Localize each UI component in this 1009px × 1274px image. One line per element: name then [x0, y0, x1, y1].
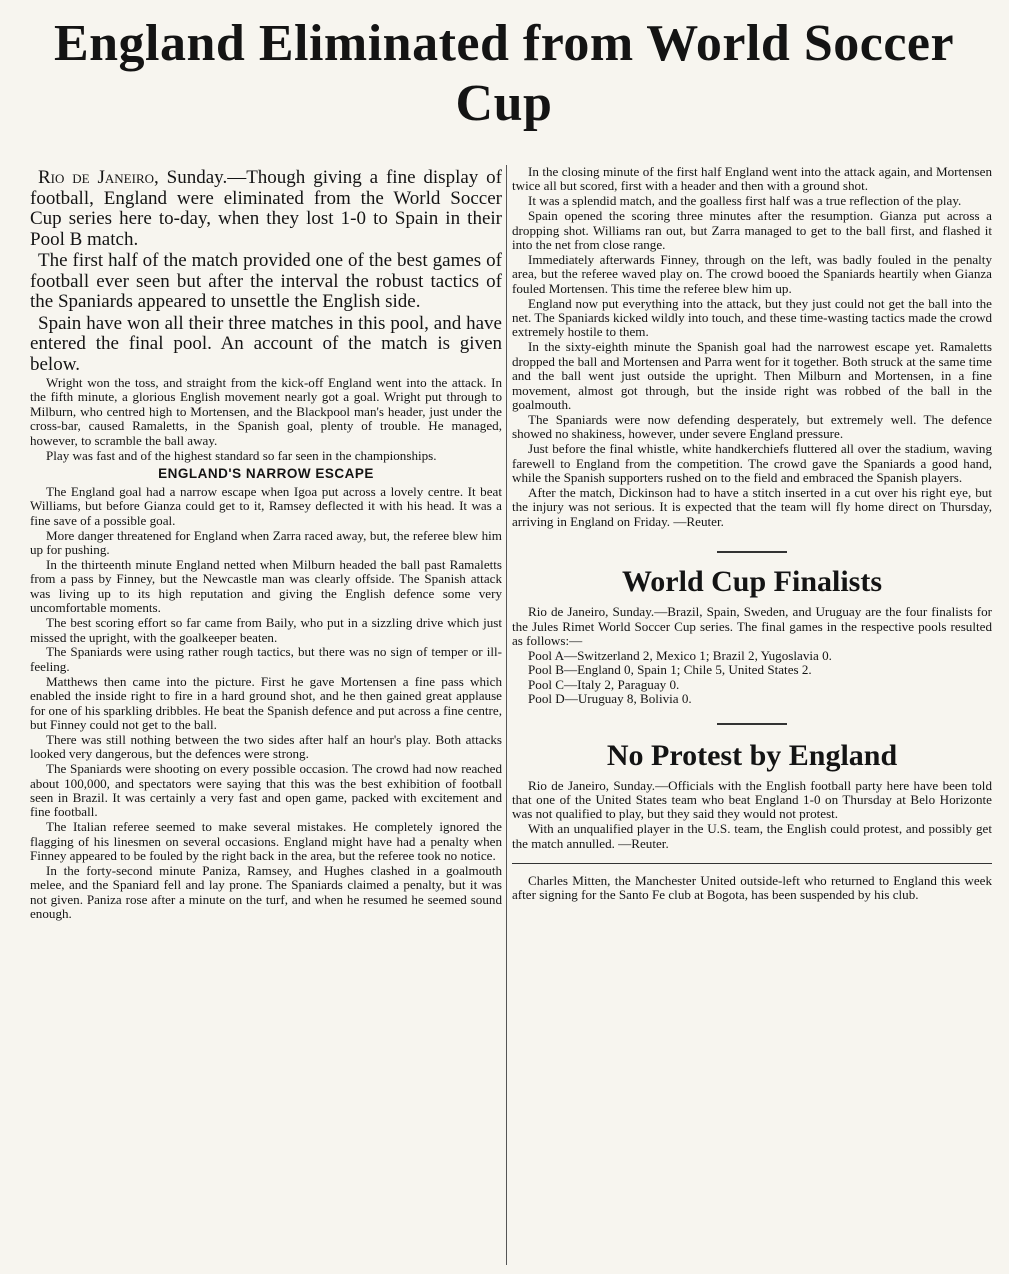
paragraph: It was a splendid match, and the goalless first half was a true reflection of the play.	[528, 193, 962, 209]
lead-paragraph-3: Spain have won all their three matches in this pool, and have entered the final pool. An account of the match is given below.	[30, 312, 502, 375]
paragraph: In the forty-second minute Paniza, Ramsey, and Hughes clashed in a goalmouth melee, and the Spaniard fell and lay prone. The Spaniards claimed a penalty, but it was not given. Paniza rose after a minute on the turf, and when he resumed he seemed sound enough.	[30, 863, 502, 922]
paragraph: In the thirteenth minute England netted when Milburn headed the ball past Ramaletts from a pass by Finney, but the Newcastle man was clearly offside. The Spanish attack was living up to its high reputation and giving the English defence some very uncomfortable moments.	[30, 556, 502, 616]
dateline: Rio de Janeiro,	[38, 168, 159, 188]
pool-result: Pool A—Switzerland 2, Mexico 1; Brazil 2, Yugoslavia 0.	[528, 647, 832, 663]
article-column-left	[30, 168, 502, 1268]
finalists-intro: Rio de Janeiro, Sunday.—Brazil, Spain, Sweden, and Uruguay are the four finalists for the Jules Rimet World Soccer Cup series. The final games in the respective pools resulted as follows:—	[512, 604, 992, 648]
paragraph: Wright won the toss, and straight from the kick-off England went into the attack. In the fifth minute, a glorious English movement nearly got a goal. Wright put through to Milburn, who centred high to Mortensen, and the Blackpool man's header, just under the cross-bar, caused Ramaletts, in the Spanish goal, plenty of trouble. He managed, however, to scramble the ball away.	[30, 375, 502, 448]
paragraph: In the sixty-eighth minute the Spanish goal had the narrowest escape yet. Ramaletts dropped the ball and Mortensen and Parra went for it together. Both struck at the same time and the ball went just outside the upright. Then Milburn and Mortensen, in a fine movement, almost got through, but the inside right was robbed of the ball in the goalmouth.	[512, 339, 992, 412]
pool-result: Pool C—Italy 2, Paraguay 0.	[528, 676, 680, 692]
paragraph: The best scoring effort so far came from Baily, who put in a sizzling drive which just missed the upright, with the goalkeeper beaten.	[30, 615, 502, 645]
section-divider	[717, 723, 787, 725]
paragraph: With an unqualified player in the U.S. team, the English could protest, and possibly get the match annulled. —Reuter.	[512, 821, 992, 851]
paragraph: More danger threatened for England when Zarra raced away, but, the referee blew him up for pushing.	[30, 527, 502, 558]
mitten-item: Charles Mitten, the Manchester United outside-left who returned to England this week after signing for the Santo Fe club at Bogota, has been suspended by his club.	[512, 873, 992, 903]
protest-heading: No Protest by England	[606, 738, 898, 772]
article-column-right	[512, 165, 992, 1270]
paragraph: Play was fast and of the highest standard so far seen in the championships.	[46, 447, 437, 463]
paragraph: There was still nothing between the two sides after half an hour's play. Both attacks looked very dangerous, but the defences were strong.	[30, 731, 502, 762]
section-divider	[512, 863, 992, 864]
finalists-heading: World Cup Finalists	[621, 565, 883, 599]
paragraph: England now put everything into the attack, but they just could not get the ball into the net. The Spaniards kicked wildly into touch, and these time-wasting tactics made the crowd extremely hostile to them.	[512, 295, 992, 340]
paragraph: The England goal had a narrow escape when Igoa put across a lovely centre. It beat Williams, but before Gianza could get to it, Ramsey deflected it with his head. It was a fine save of a possible goal.	[30, 483, 502, 528]
subheading: ENGLAND'S NARROW ESCAPE	[158, 465, 374, 481]
pool-result: Pool B—England 0, Spain 1; Chile 5, United States 2.	[528, 662, 812, 678]
lead-text-1: Sunday.—Though giving a fine display of football, England were eliminated from the World Soccer Cup series here to-day, when they lost 1-0 to Spain in their Pool B match.	[30, 168, 502, 250]
paragraph: The Spaniards were now defending desperately, but extremely well. The defence showed no shakiness, however, under severe England pressure.	[512, 411, 992, 442]
headline: England Eliminated from World Soccer Cup	[53, 15, 955, 132]
lead-paragraph-1	[30, 168, 502, 250]
paragraph: The Italian referee seemed to make several mistakes. He completely ignored the flagging of his linesmen on several occasions. England might have had a penalty when Finney appeared to be fouled by the right back in the area, but the referee took no notice.	[30, 819, 502, 864]
paragraph: After the match, Dickinson had to have a stitch inserted in a cut over his right eye, but the injury was not serious. It is expected that the team will fly home direct on Thursday, arriving in England on Friday. —Reuter.	[512, 484, 992, 529]
paragraph: Rio de Janeiro, Sunday.—Officials with the English football party here have been told that one of the United States team who beat England 1-0 on Thursday at Belo Horizonte was not qualified to play, but they said they would not protest.	[512, 777, 992, 822]
paragraph: Spain opened the scoring three minutes after the resumption. Gianza put across a dropping shot. Williams ran out, but Zarra managed to get to the ball first, and flashed it into the net from close range.	[512, 208, 992, 253]
paragraph: Immediately afterwards Finney, through on the left, was badly fouled in the penalty area, but the referee waved play on. The crowd booed the Spaniards heartily when Gianza fouled Mortensen. This time the referee blew him up.	[512, 251, 992, 296]
paragraph: Just before the final whistle, white handkerchiefs fluttered all over the stadium, waving farewell to England from the competition. The crowd gave the Spaniards a good hand, while the Spanish supporters rushed on to the field and embraced the Spanish players.	[512, 441, 992, 486]
paragraph: In the closing minute of the first half England went into the attack again, and Mortensen twice all but scored, first with a header and then with a ground shot.	[512, 165, 992, 194]
paragraph: The Spaniards were shooting on every possible occasion. The crowd had now reached about 100,000, and spectators were saying that this was the best exhibition of football seen in Brazil. It was certainly a very fast and open game, packed with excitement and fine football.	[30, 761, 502, 820]
pool-result: Pool D—Uruguay 8, Bolivia 0.	[528, 691, 692, 707]
section-divider	[717, 551, 787, 553]
column-divider	[506, 165, 507, 1265]
lead-paragraph-2: The first half of the match provided one of the best games of football ever seen but after the interval the robust tactics of the Spaniards appeared to unsettle the English side.	[30, 250, 502, 312]
paragraph: Matthews then came into the picture. First he gave Mortensen a fine pass which enabled the inside right to fire in a hard ground shot, and he then gained great applause for one of his sparkling dribbles. He beat the Spanish defence and put across a fine centre, but Finney could not get to the ball.	[30, 673, 502, 732]
paragraph: The Spaniards were using rather rough tactics, but there was no sign of temper or ill-feeling.	[30, 644, 502, 674]
